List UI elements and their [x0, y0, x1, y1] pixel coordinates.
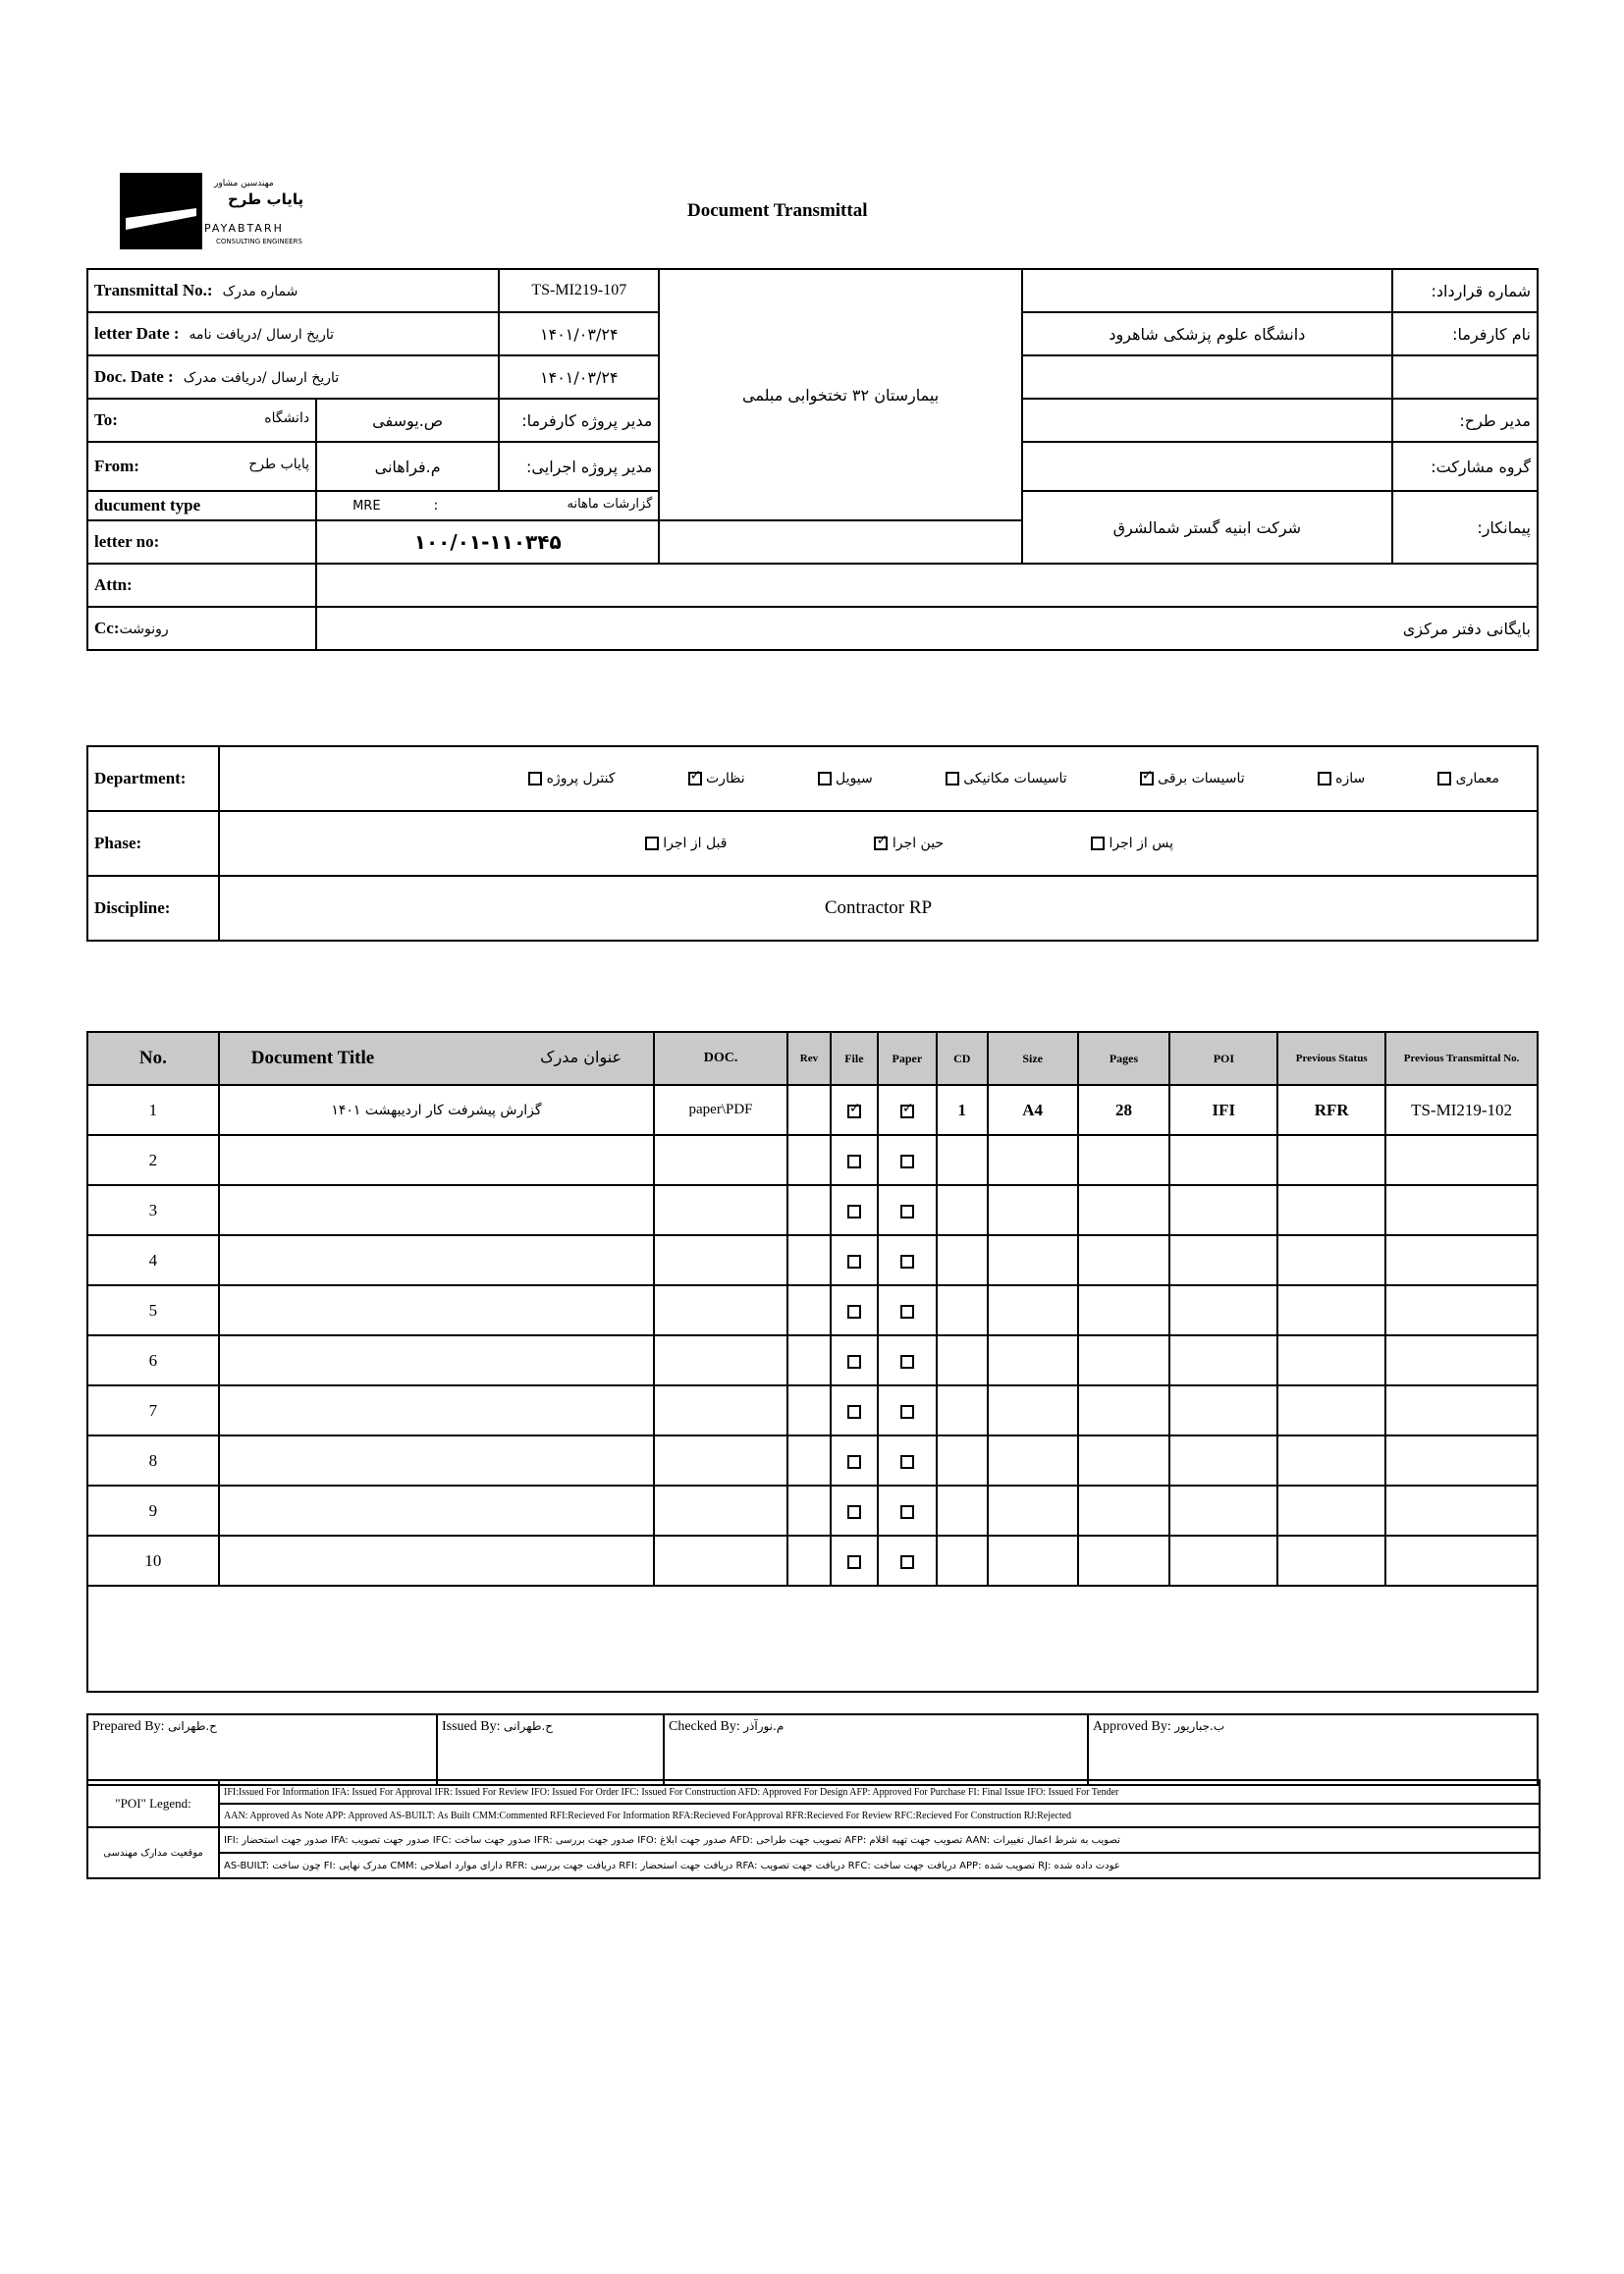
blank-cell	[1392, 355, 1538, 399]
blank-cell	[1022, 355, 1392, 399]
cell-pages	[1078, 1385, 1170, 1435]
cell-doc	[654, 1486, 787, 1536]
checkbox-icon[interactable]	[847, 1405, 861, 1419]
checkbox-icon[interactable]	[528, 772, 542, 785]
option-label: نظارت	[706, 771, 745, 786]
table-row	[87, 1135, 1538, 1185]
cc-fa-label: رونوشت	[119, 622, 169, 637]
approved-label: Approved By:	[1093, 1719, 1171, 1734]
doctype-code: MRE	[352, 499, 381, 514]
letter-date-fa-label: تاریخ ارسال /دریافت نامه	[189, 327, 335, 343]
cell-doc: paper\PDF	[654, 1085, 787, 1135]
cell-poi	[1169, 1385, 1277, 1435]
cell-prev-status	[1277, 1435, 1385, 1486]
cell-paper[interactable]	[878, 1135, 937, 1185]
contract-no-value	[1022, 269, 1392, 312]
option-item[interactable]	[1081, 836, 1173, 851]
cell-no: 4	[87, 1235, 219, 1285]
to-value: دانشگاه	[264, 410, 310, 426]
letter-no-label: letter no:	[94, 532, 160, 551]
option-label: پس از اجرا	[1109, 836, 1173, 851]
col-title	[219, 1032, 654, 1085]
cell-paper[interactable]	[878, 1285, 937, 1335]
transmittal-no-label: Transmittal No.:	[94, 281, 213, 299]
cell-doc	[654, 1435, 787, 1486]
discipline-label: Discipline:	[87, 876, 219, 941]
checkbox-icon[interactable]	[847, 1255, 861, 1269]
cell-rev	[787, 1536, 831, 1586]
cell-size	[988, 1335, 1078, 1385]
option-label: حین اجرا	[892, 836, 945, 851]
checkbox-checked-icon[interactable]	[847, 1105, 861, 1118]
checkbox-checked-icon[interactable]	[688, 772, 702, 785]
cell-cd	[937, 1435, 988, 1486]
cell-title	[219, 1135, 654, 1185]
cell-no: 6	[87, 1335, 219, 1385]
cell-rev	[787, 1435, 831, 1486]
table-row	[87, 1235, 1538, 1285]
cell-prev-status	[1277, 1285, 1385, 1335]
col-file: File	[831, 1032, 878, 1085]
cell-title	[219, 1285, 654, 1335]
cell-poi	[1169, 1486, 1277, 1536]
checkbox-icon[interactable]	[900, 1205, 914, 1218]
legend-table	[86, 1779, 1541, 1879]
table-row	[87, 1435, 1538, 1486]
cell-doc	[654, 1185, 787, 1235]
cell-size: A4	[988, 1085, 1078, 1135]
cell-size	[988, 1435, 1078, 1486]
logo-sub: CONSULTING ENGINEERS	[216, 238, 302, 245]
cell-file[interactable]	[831, 1335, 878, 1385]
cell-paper[interactable]	[878, 1536, 937, 1586]
cell-doc	[654, 1235, 787, 1285]
cell-poi	[1169, 1335, 1277, 1385]
option-item[interactable]	[518, 771, 615, 786]
option-item[interactable]	[936, 771, 1067, 786]
checkbox-icon[interactable]	[1318, 772, 1331, 785]
document-title: Document Transmittal	[687, 200, 868, 221]
cell-paper[interactable]	[878, 1486, 937, 1536]
table-row	[87, 1385, 1538, 1435]
cell-title	[219, 1235, 654, 1285]
checkbox-icon[interactable]	[847, 1205, 861, 1218]
cell-cd	[937, 1285, 988, 1335]
cell-pages	[1078, 1486, 1170, 1536]
cell-pages	[1078, 1335, 1170, 1385]
checkbox-checked-icon[interactable]	[1140, 772, 1154, 785]
documents-table	[86, 1031, 1539, 1693]
phase-label: Phase:	[87, 811, 219, 876]
transmittal-no-value: TS-MI219-107	[499, 269, 659, 312]
table-row	[87, 1536, 1538, 1586]
cell-file[interactable]	[831, 1536, 878, 1586]
cell-cd	[937, 1335, 988, 1385]
approved-by	[1088, 1714, 1538, 1785]
transmittal-no-cell	[87, 269, 499, 312]
cell-file[interactable]	[831, 1486, 878, 1536]
cell-no: 2	[87, 1135, 219, 1185]
cell-file[interactable]	[831, 1235, 878, 1285]
cell-poi: IFI	[1169, 1085, 1277, 1135]
cell-doc	[654, 1335, 787, 1385]
letter-no-value: ۱۰۰/۰۱-۱۱۰۳۴۵	[316, 520, 659, 564]
checkbox-icon[interactable]	[1091, 837, 1105, 850]
col-pages: Pages	[1078, 1032, 1170, 1085]
legend-line-4: AS-BUILT: چون ساخت FI: مدرک نهایی CMM: دارای موارد اصلاحی RFR: دریافت جهت بررسی RFI: دریافت جهت استحضار RFA: دریافت جهت تصویب RFC: دریافت جهت ساخت APP: تصویب شده RJ: عودت داده شده	[219, 1853, 1540, 1878]
col-title-en: Document Title	[250, 1048, 375, 1068]
doctype-label-cell	[87, 491, 316, 520]
cell-prev-status	[1277, 1185, 1385, 1235]
cell-file[interactable]	[831, 1185, 878, 1235]
col-no: No.	[87, 1032, 219, 1085]
cell-prev-no	[1385, 1435, 1538, 1486]
cell-title	[219, 1185, 654, 1235]
cell-title	[219, 1536, 654, 1586]
from-label: From:	[94, 457, 139, 475]
legend-line-3: IFI: صدور جهت استحضار IFA: صدور جهت تصویب IFC: صدور جهت ساخت IFR: صدور جهت بررسی IFO: صدور جهت ابلاغ AFD: تصویب جهت طراحی AFP: تصویب جهت تهیه اقلام AAN: تصویب به شرط اعمال تغییرات	[219, 1827, 1540, 1853]
discipline-value: Contractor RP	[219, 876, 1538, 941]
prepared-by	[87, 1714, 437, 1785]
cell-rev	[787, 1486, 831, 1536]
checkbox-icon[interactable]	[900, 1455, 914, 1469]
checkbox-icon[interactable]	[900, 1405, 914, 1419]
cell-rev	[787, 1385, 831, 1435]
attn-label: Attn:	[94, 575, 133, 594]
checkbox-icon[interactable]	[900, 1255, 914, 1269]
checkbox-icon[interactable]	[847, 1155, 861, 1168]
cell-prev-no: TS-MI219-102	[1385, 1085, 1538, 1135]
from-value: پایاب طرح	[248, 457, 310, 472]
checkbox-icon[interactable]	[1437, 772, 1451, 785]
option-label: تاسیسات برقی	[1158, 771, 1245, 786]
cell-file[interactable]	[831, 1085, 878, 1135]
cc-label-cell	[87, 607, 316, 650]
cell-pages	[1078, 1135, 1170, 1185]
cell-prev-status	[1277, 1486, 1385, 1536]
issued-label: Issued By:	[442, 1719, 501, 1734]
cell-size	[988, 1536, 1078, 1586]
checkbox-icon[interactable]	[847, 1505, 861, 1519]
cell-title: گزارش پیشرفت کار اردیبهشت ۱۴۰۱	[219, 1085, 654, 1135]
checkbox-icon[interactable]	[900, 1355, 914, 1369]
department-options	[219, 746, 1538, 811]
cell-prev-no	[1385, 1385, 1538, 1435]
cell-poi	[1169, 1435, 1277, 1486]
cell-file[interactable]	[831, 1135, 878, 1185]
cell-cd	[937, 1235, 988, 1285]
cell-prev-no	[1385, 1135, 1538, 1185]
notes-area	[87, 1586, 1538, 1692]
doctype-value: گزارشات ماهانه	[567, 497, 653, 512]
cell-size	[988, 1285, 1078, 1335]
contractor-value: شرکت ابنیه گستر شمالشرق	[1022, 491, 1392, 564]
cell-prev-status	[1277, 1135, 1385, 1185]
documents-body	[87, 1085, 1538, 1586]
designer-value	[1022, 399, 1392, 442]
letter-date-cell	[87, 312, 499, 355]
cell-prev-no	[1385, 1335, 1538, 1385]
col-poi: POI	[1169, 1032, 1277, 1085]
cell-file[interactable]	[831, 1385, 878, 1435]
cell-pages	[1078, 1185, 1170, 1235]
cell-doc	[654, 1385, 787, 1435]
col-doc: DOC.	[654, 1032, 787, 1085]
cell-no: 3	[87, 1185, 219, 1235]
cell-size	[988, 1486, 1078, 1536]
checked-label: Checked By:	[669, 1719, 740, 1734]
checked-by	[664, 1714, 1088, 1785]
cell-paper[interactable]	[878, 1435, 937, 1486]
checkbox-icon[interactable]	[818, 772, 832, 785]
cell-cd	[937, 1135, 988, 1185]
prepared-value: ح.طهرانی	[167, 1719, 217, 1733]
header-table	[86, 268, 1539, 651]
from-person: م.فراهانی	[316, 442, 499, 491]
cell-no: 7	[87, 1385, 219, 1435]
cell-prev-status	[1277, 1385, 1385, 1435]
cell-doc	[654, 1285, 787, 1335]
cell-doc	[654, 1536, 787, 1586]
cell-prev-no	[1385, 1536, 1538, 1586]
option-label: قبل از اجرا	[663, 836, 728, 851]
cell-paper[interactable]	[878, 1085, 937, 1135]
checkbox-icon[interactable]	[900, 1305, 914, 1319]
legend-line-1: IFI:Issued For Information IFA: Issued For Approval IFR: Issued For Review IFO: Issued For Order IFC: Issued For Construction AFD: Approved For Design AFP: Approved For Purchase FI: Final Issue IFO: Issued For Tender	[219, 1780, 1540, 1804]
cell-pages	[1078, 1536, 1170, 1586]
cell-prev-status	[1277, 1536, 1385, 1586]
cell-poi	[1169, 1285, 1277, 1335]
checkbox-checked-icon[interactable]	[874, 837, 888, 850]
option-label: سازه	[1335, 771, 1366, 786]
checkbox-icon[interactable]	[900, 1155, 914, 1168]
employer-value: دانشگاه علوم پزشکی شاهرود	[1022, 312, 1392, 355]
checkbox-icon[interactable]	[645, 837, 659, 850]
cell-rev	[787, 1335, 831, 1385]
cell-paper[interactable]	[878, 1235, 937, 1285]
project-name: بیمارستان ۳۲ تختخوابی مبلمی	[659, 269, 1022, 520]
checked-value: م.نورآذر	[743, 1719, 785, 1733]
approved-value: ب.جباریور	[1174, 1719, 1225, 1733]
table-row	[87, 1185, 1538, 1235]
logo-name: PAYABTARH	[204, 222, 284, 235]
checkbox-icon[interactable]	[847, 1555, 861, 1569]
cell-pages	[1078, 1235, 1170, 1285]
doctype-sep: :	[433, 498, 439, 514]
col-paper: Paper	[878, 1032, 937, 1085]
partner-value	[1022, 442, 1392, 491]
option-item[interactable]	[864, 836, 944, 851]
cell-cd: 1	[937, 1085, 988, 1135]
doc-date-label: Doc. Date :	[94, 367, 174, 386]
cell-rev	[787, 1135, 831, 1185]
table-row	[87, 1486, 1538, 1536]
cell-rev	[787, 1185, 831, 1235]
option-label: تاسیسات مکانیکی	[963, 771, 1067, 786]
attn-label-cell	[87, 564, 316, 607]
checkbox-icon[interactable]	[847, 1355, 861, 1369]
cell-cd	[937, 1486, 988, 1536]
letter-no-label-cell	[87, 520, 316, 564]
doctype-value-cell	[316, 491, 659, 520]
prepared-label: Prepared By:	[92, 1719, 165, 1734]
table-row	[87, 1085, 1538, 1135]
cell-file[interactable]	[831, 1285, 878, 1335]
status-legend-caption: موقعیت مدارک مهندسی	[87, 1827, 219, 1878]
cell-cd	[937, 1536, 988, 1586]
doc-date-value: ۱۴۰۱/۰۳/۲۴	[499, 355, 659, 399]
company-logo	[120, 173, 326, 251]
cell-pages	[1078, 1285, 1170, 1335]
col-cd: CD	[937, 1032, 988, 1085]
from-role: مدیر پروژه اجرایی:	[499, 442, 659, 491]
from-cell	[87, 442, 316, 491]
checkbox-icon[interactable]	[900, 1505, 914, 1519]
letter-date-value: ۱۴۰۱/۰۳/۲۴	[499, 312, 659, 355]
cc-value: بایگانی دفتر مرکزی	[316, 607, 1538, 650]
poi-legend-caption: "POI" Legend:	[87, 1780, 219, 1827]
doc-date-cell	[87, 355, 499, 399]
cell-prev-no	[1385, 1486, 1538, 1536]
cell-title	[219, 1486, 654, 1536]
cell-rev	[787, 1285, 831, 1335]
option-label: کنترل پروژه	[546, 771, 616, 786]
blank-cell	[659, 520, 1022, 564]
to-label: To:	[94, 410, 118, 429]
cc-label: Cc:	[94, 619, 120, 637]
cell-paper[interactable]	[878, 1185, 937, 1235]
cell-no: 5	[87, 1285, 219, 1335]
cell-cd	[937, 1385, 988, 1435]
to-role: مدیر پروژه کارفرما:	[499, 399, 659, 442]
employer-label: نام کارفرما:	[1392, 312, 1538, 355]
cell-size	[988, 1235, 1078, 1285]
cell-no: 1	[87, 1085, 219, 1135]
cell-poi	[1169, 1135, 1277, 1185]
cell-size	[988, 1135, 1078, 1185]
issued-by	[437, 1714, 664, 1785]
option-item[interactable]	[1130, 771, 1245, 786]
col-size: Size	[988, 1032, 1078, 1085]
contractor-label: پیمانکار:	[1392, 491, 1538, 564]
cell-rev	[787, 1085, 831, 1135]
option-label: معماری	[1455, 771, 1499, 786]
signoff-table	[86, 1713, 1539, 1786]
cell-rev	[787, 1235, 831, 1285]
transmittal-no-fa-label: شماره مدرک	[222, 284, 298, 299]
doctype-label: ducument type	[94, 496, 201, 514]
logo-fa-name: پایاب طرح	[228, 190, 304, 208]
cell-title	[219, 1385, 654, 1435]
col-rev: Rev	[787, 1032, 831, 1085]
cell-prev-no	[1385, 1185, 1538, 1235]
logo-mark-icon	[120, 173, 210, 249]
to-cell	[87, 399, 316, 442]
checkbox-icon[interactable]	[847, 1305, 861, 1319]
legend-line-2: AAN: Approved As Note APP: Approved AS-BUILT: As Built CMM:Commented RFI:Recieved For Information RFA:Recieved ForApproval RFR:Recieved For Review RFC:Recieved For Construction RJ:Rejected	[219, 1804, 1540, 1827]
cell-paper[interactable]	[878, 1335, 937, 1385]
checkbox-icon[interactable]	[900, 1555, 914, 1569]
department-table	[86, 745, 1539, 942]
department-label: Department:	[87, 746, 219, 811]
table-row	[87, 1285, 1538, 1335]
cell-prev-status	[1277, 1235, 1385, 1285]
designer-label: مدیر طرح:	[1392, 399, 1538, 442]
checkbox-checked-icon[interactable]	[900, 1105, 914, 1118]
cell-file[interactable]	[831, 1435, 878, 1486]
option-item[interactable]	[1428, 771, 1499, 786]
cell-poi	[1169, 1235, 1277, 1285]
option-item[interactable]	[808, 771, 873, 786]
logo-fa-top: مهندسین مشاور	[214, 179, 274, 189]
col-prev-no: Previous Transmittal No.	[1385, 1032, 1538, 1085]
option-item[interactable]	[1308, 771, 1366, 786]
cell-paper[interactable]	[878, 1385, 937, 1435]
contract-no-label: شماره قرارداد:	[1392, 269, 1538, 312]
phase-options	[219, 811, 1538, 876]
cell-no: 8	[87, 1435, 219, 1486]
cell-pages	[1078, 1435, 1170, 1486]
cell-size	[988, 1185, 1078, 1235]
letter-date-label: letter Date :	[94, 324, 180, 343]
cell-cd	[937, 1185, 988, 1235]
cell-title	[219, 1435, 654, 1486]
col-prev-status: Previous Status	[1277, 1032, 1385, 1085]
issued-value: ح.طهرانی	[504, 1719, 553, 1733]
cell-doc	[654, 1135, 787, 1185]
col-title-fa: عنوان مدرک	[540, 1048, 623, 1066]
cell-prev-no	[1385, 1285, 1538, 1335]
cell-prev-status	[1277, 1335, 1385, 1385]
cell-size	[988, 1385, 1078, 1435]
doc-date-fa-label: تاریخ ارسال /دریافت مدرک	[183, 370, 340, 386]
cell-no: 9	[87, 1486, 219, 1536]
cell-title	[219, 1335, 654, 1385]
cell-prev-status: RFR	[1277, 1085, 1385, 1135]
checkbox-icon[interactable]	[946, 772, 959, 785]
option-label: سیویل	[836, 771, 873, 786]
option-item[interactable]	[635, 836, 728, 851]
cell-no: 10	[87, 1536, 219, 1586]
partner-label: گروه مشارکت:	[1392, 442, 1538, 491]
to-person: ص.یوسفی	[316, 399, 499, 442]
attn-value	[316, 564, 1538, 607]
cell-poi	[1169, 1536, 1277, 1586]
table-row	[87, 1335, 1538, 1385]
cell-prev-no	[1385, 1235, 1538, 1285]
cell-poi	[1169, 1185, 1277, 1235]
option-item[interactable]	[678, 771, 745, 786]
checkbox-icon[interactable]	[847, 1455, 861, 1469]
cell-pages: 28	[1078, 1085, 1170, 1135]
